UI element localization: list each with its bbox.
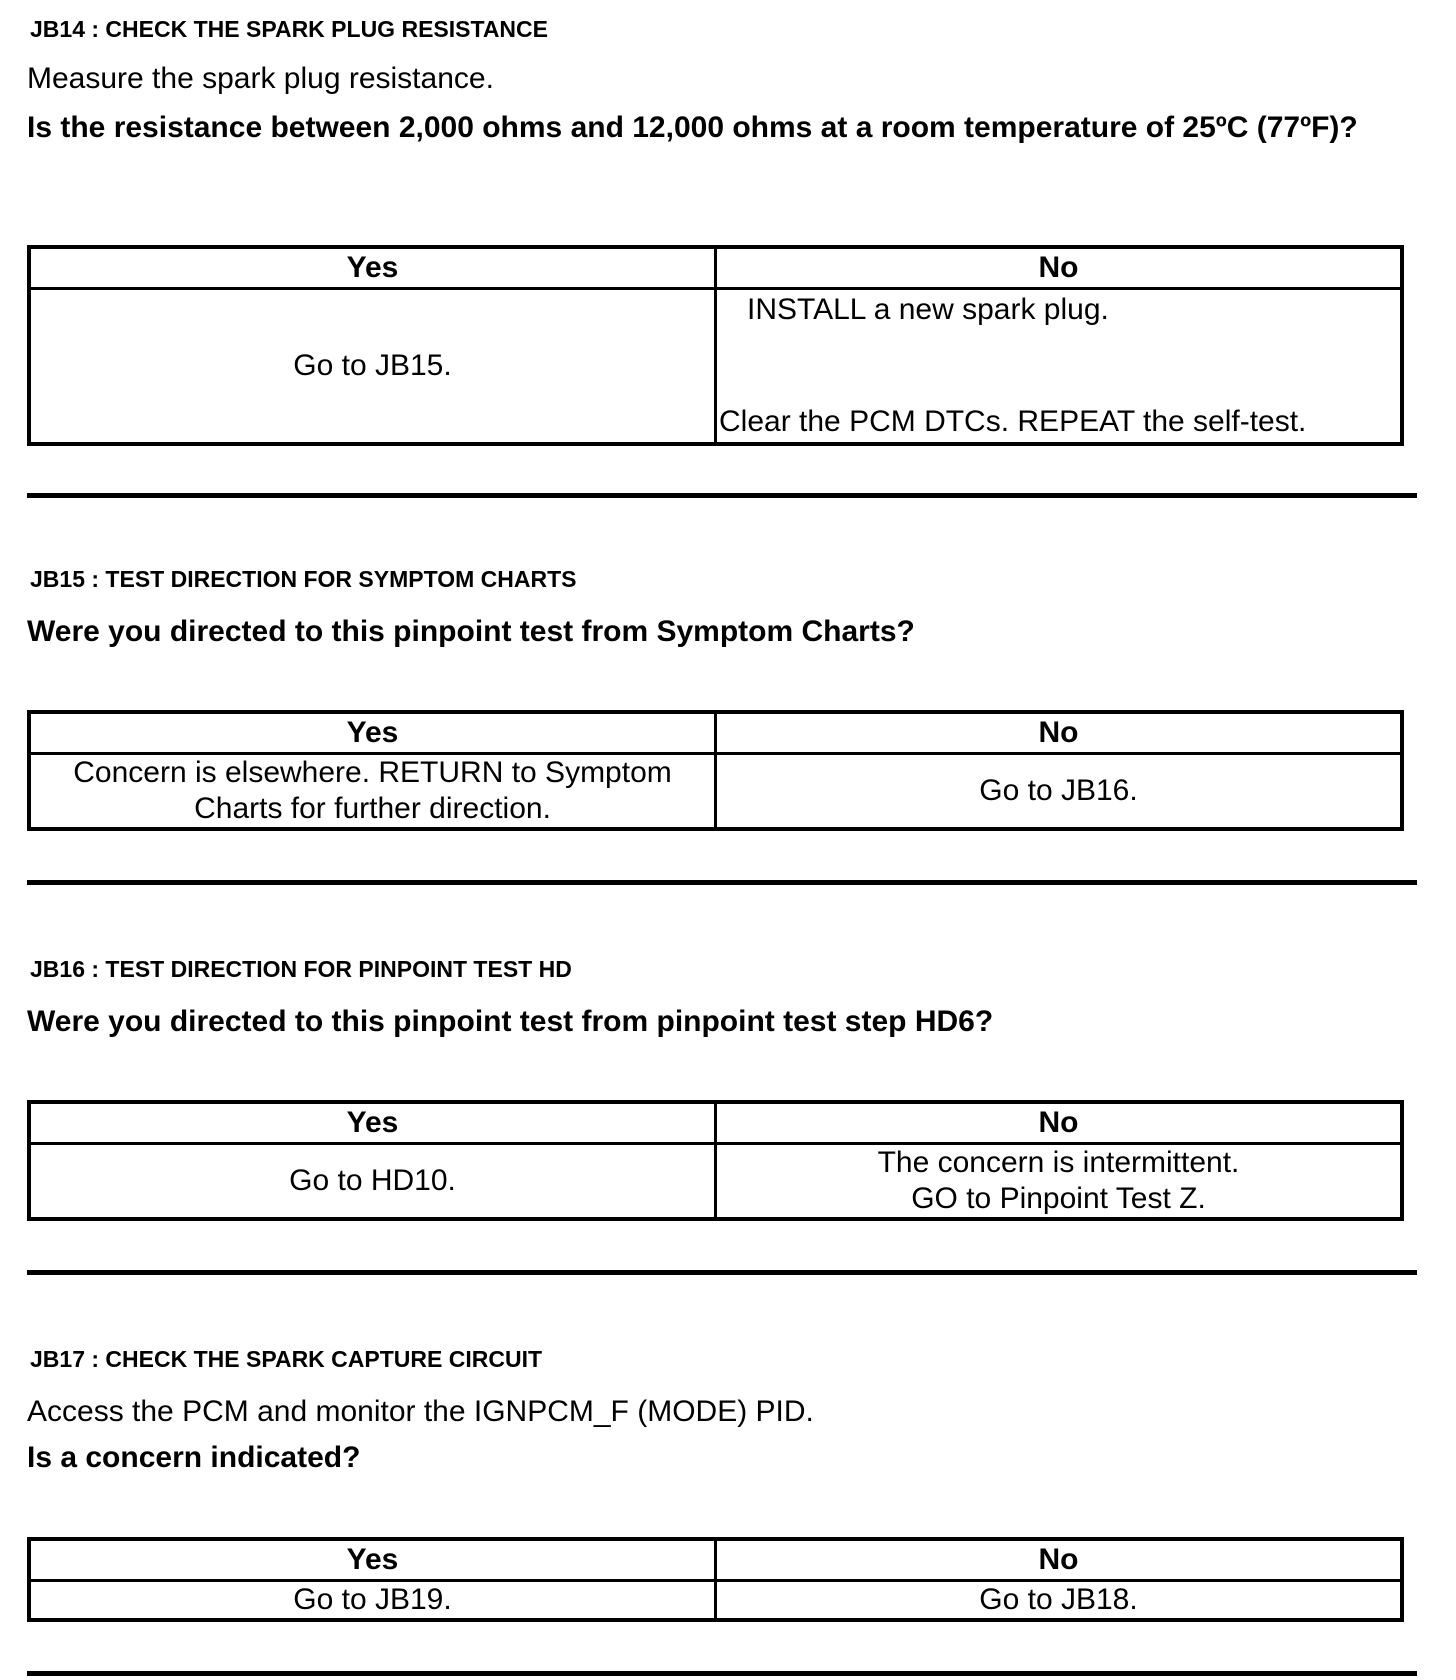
no-cell — [716, 289, 1403, 444]
yes-cell-line-2: Charts for further direction. — [194, 792, 551, 825]
yes-header: Yes — [29, 247, 716, 289]
yes-cell: Go to JB19. — [29, 1581, 716, 1621]
answer-table-jb16 — [27, 1100, 1404, 1221]
no-cell-line-1: INSTALL a new spark plug. — [747, 293, 1109, 326]
no-cell: Go to JB16. — [716, 754, 1403, 830]
yes-header: Yes — [29, 1539, 716, 1581]
no-header: No — [716, 1539, 1403, 1581]
yes-header: Yes — [29, 1102, 716, 1144]
question-jb15: Were you directed to this pinpoint test from Symptom Charts? — [27, 615, 915, 648]
answer-table-jb14 — [27, 245, 1404, 446]
yes-cell — [29, 754, 716, 830]
instruction-jb17: Access the PCM and monitor the IGNPCM_F (MODE) PID. — [27, 1395, 814, 1428]
section-heading-jb17: JB17 : CHECK THE SPARK CAPTURE CIRCUIT — [30, 1346, 543, 1372]
no-cell — [716, 1144, 1403, 1220]
yes-cell: Go to HD10. — [29, 1144, 716, 1220]
question-jb16: Were you directed to this pinpoint test from pinpoint test step HD6? — [27, 1005, 994, 1038]
no-cell-line-1: The concern is intermittent. — [877, 1146, 1240, 1179]
no-header: No — [716, 712, 1403, 754]
divider — [27, 1270, 1417, 1275]
answer-table-jb15 — [27, 710, 1404, 831]
section-heading-jb14: JB14 : CHECK THE SPARK PLUG RESISTANCE — [30, 16, 548, 42]
no-header: No — [716, 1102, 1403, 1144]
divider — [27, 1671, 1417, 1676]
divider — [27, 493, 1417, 498]
instruction-jb14: Measure the spark plug resistance. — [27, 62, 494, 95]
yes-header: Yes — [29, 712, 716, 754]
no-header: No — [716, 247, 1403, 289]
no-cell-line-2: Clear the PCM DTCs. REPEAT the self-test. — [719, 404, 1307, 438]
question-jb14: Is the resistance between 2,000 ohms and 12,000 ohms at a room temperature of 25ºC (77ºF)? — [27, 111, 1358, 144]
question-jb17: Is a concern indicated? — [27, 1441, 361, 1474]
answer-table-jb17 — [27, 1537, 1404, 1622]
yes-cell-line-1: Concern is elsewhere. RETURN to Symptom — [73, 756, 672, 789]
section-heading-jb15: JB15 : TEST DIRECTION FOR SYMPTOM CHARTS — [30, 566, 577, 592]
section-heading-jb16: JB16 : TEST DIRECTION FOR PINPOINT TEST HD — [30, 956, 572, 982]
no-cell: Go to JB18. — [716, 1581, 1403, 1621]
yes-cell: Go to JB15. — [29, 289, 716, 444]
no-cell-line-2: GO to Pinpoint Test Z. — [911, 1182, 1206, 1215]
divider — [27, 880, 1417, 885]
